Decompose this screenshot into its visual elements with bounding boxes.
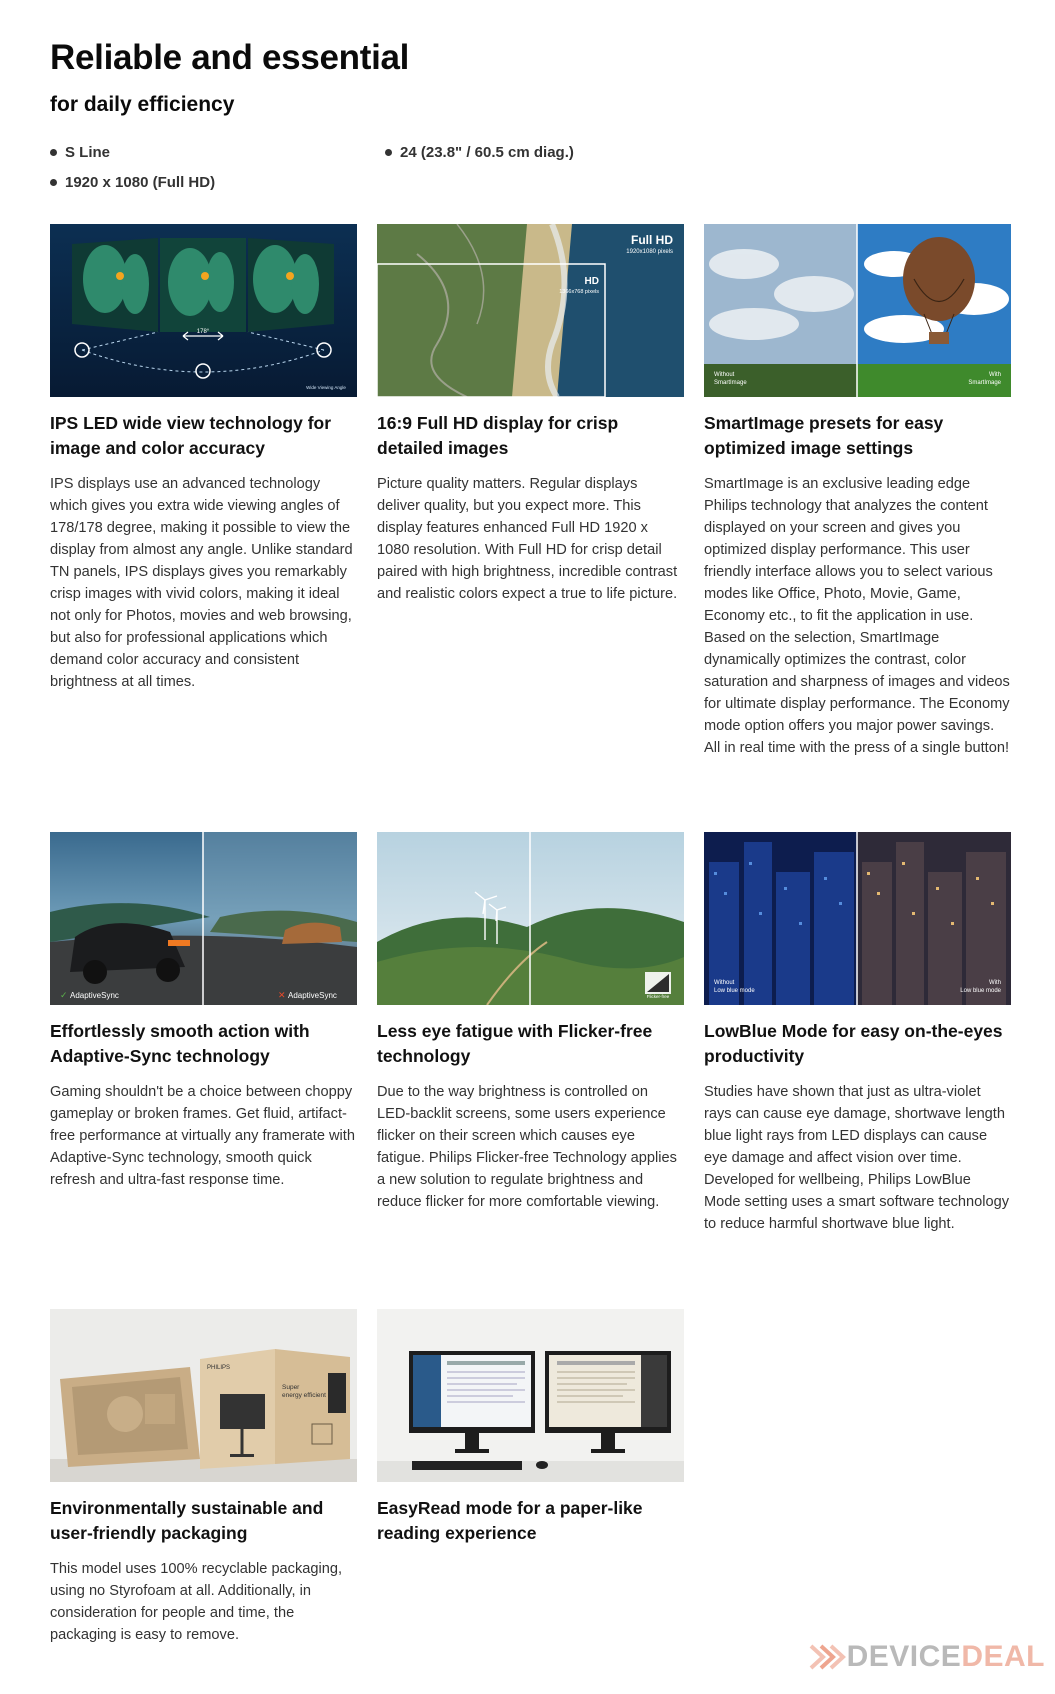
page-title: Reliable and essential [50, 38, 410, 77]
feature-body: Due to the way brightness is controlled on LED-backlit screens, some users experience flicker on their screen which causes eye fatigue. Philips Flicker-free Technology applies a new solution to regulate brightness and reduce flicker for more comfortable viewing. [377, 1084, 677, 1210]
feature-image-lowblue [704, 832, 1011, 1005]
bullet-icon [50, 149, 57, 156]
flickerfree-illustration [377, 832, 684, 1005]
feature-card-flickerfree [377, 832, 684, 1213]
svg-text:Without: Without [714, 372, 735, 378]
easyread-illustration [377, 1309, 684, 1482]
feature-title: SmartImage presets for easy optimized image settings [704, 413, 944, 458]
feature-image-ips [50, 224, 357, 397]
bullet-icon [385, 149, 392, 156]
packaging-illustration [50, 1309, 357, 1482]
feature-image-fullhd [377, 224, 684, 397]
svg-text:Flicker-free: Flicker-free [646, 994, 670, 999]
feature-image-adaptivesync [50, 832, 357, 1005]
watermark-text: DEVICEDEAL [846, 1640, 1045, 1673]
feature-image-smartimage [704, 224, 1011, 397]
svg-text:SmartImage: SmartImage [968, 380, 1001, 386]
fullhd-illustration [377, 224, 684, 397]
bullet-icon [50, 179, 57, 186]
feature-title: LowBlue Mode for easy on-the-eyes productivity [704, 1021, 1003, 1066]
watermark-chevron-icon [809, 1642, 847, 1672]
feature-image-flickerfree [377, 832, 684, 1005]
svg-text:With: With [989, 372, 1001, 378]
feature-card-smartimage [704, 224, 1011, 759]
adaptivesync-illustration [50, 832, 357, 1005]
feature-body: Gaming shouldn't be a choice between choppy gameplay or broken frames. Get fluid, artifact-free performance at virtually any framerate with Adaptive-Sync technology, smooth quick refresh and ultra-fast response time. [50, 1084, 355, 1188]
feature-title: EasyRead mode for a paper-like reading experience [377, 1498, 643, 1543]
svg-text:Wide Viewing Angle: Wide Viewing Angle [306, 385, 346, 390]
svg-text:PHILIPS: PHILIPS [207, 1365, 231, 1371]
spec-size: 24 (23.8" / 60.5 cm diag.) [385, 144, 574, 161]
svg-text:✕: ✕ [278, 991, 286, 1001]
lowblue-illustration [704, 832, 1011, 1005]
svg-text:Super: Super [282, 1384, 300, 1391]
feature-body: IPS displays use an advanced technology which gives you extra wide viewing angles of 178/178 degree, making it possible to view the display from almost any angle. Unlike standard TN panels, IPS displays gives you remarkably crisp images with vivid colors, making it ideal not only for Photos, movies and web browsing, but also for professional applications which demand color accuracy and consistent brightness at all times. [50, 476, 353, 690]
smartimage-illustration [704, 224, 1011, 397]
site-watermark [809, 1640, 1045, 1674]
svg-text:SmartImage: SmartImage [714, 380, 747, 386]
feature-body: SmartImage is an exclusive leading edge Philips technology that analyzes the content displayed on your screen and gives you optimized display performance. This user friendly interface allows you to select various modes like Office, Photo, Movie, Game, Economy etc., to fit the application in use. Based on the selection, SmartImage dynamically optimizes the contrast, color saturation and sharpness of images and videos for ultimate display performance. The Economy mode option offers you major power savings. All in real time with the press of a single button! [704, 476, 1010, 756]
svg-text:Low blue mode: Low blue mode [960, 988, 1001, 994]
page-subtitle: for daily efficiency [50, 93, 235, 116]
svg-text:With: With [989, 980, 1001, 986]
svg-text:178°: 178° [196, 329, 210, 335]
feature-title: 16:9 Full HD display for crisp detailed images [377, 413, 619, 458]
svg-text:Without: Without [714, 980, 735, 986]
feature-body: Picture quality matters. Regular displays deliver quality, but you expect more. This display features enhanced Full HD 1920 x 1080 resolution. With Full HD for crisp detail paired with high brightness, incredible contrast and realistic colors expect a true to life picture. [377, 476, 678, 602]
svg-text:HD: HD [584, 276, 599, 287]
svg-text:AdaptiveSync: AdaptiveSync [288, 991, 337, 1000]
feature-title: Environmentally sustainable and user-friendly packaging [50, 1498, 324, 1543]
svg-text:energy efficient: energy efficient [282, 1392, 326, 1399]
spec-resolution: 1920 x 1080 (Full HD) [50, 174, 215, 191]
svg-text:1920x1080 pixels: 1920x1080 pixels [626, 249, 673, 255]
ips-illustration [50, 224, 357, 397]
feature-card-adaptivesync [50, 832, 357, 1191]
feature-title: IPS LED wide view technology for image and color accuracy [50, 413, 332, 458]
spec-series: S Line [50, 144, 110, 161]
svg-text:✓: ✓ [60, 991, 68, 1001]
feature-image-packaging [50, 1309, 357, 1482]
feature-title: Less eye fatigue with Flicker-free technology [377, 1021, 653, 1066]
feature-card-packaging [50, 1309, 357, 1646]
svg-text:Full HD: Full HD [631, 233, 673, 247]
svg-text:1366x768 pixels: 1366x768 pixels [559, 289, 599, 295]
feature-card-fullhd [377, 224, 684, 605]
svg-text:AdaptiveSync: AdaptiveSync [70, 991, 119, 1000]
feature-card-easyread [377, 1309, 684, 1546]
svg-text:Low blue mode: Low blue mode [714, 988, 755, 994]
feature-image-easyread [377, 1309, 684, 1482]
feature-card-ips [50, 224, 357, 693]
feature-body: Studies have shown that just as ultra-violet rays can cause eye damage, shortwave length blue light rays from LED displays can cause eye damage and affect vision over time. Developed for wellbeing, Philips LowBlue Mode setting uses a smart software technology to reduce harmful shortwave blue light. [704, 1084, 1010, 1232]
feature-body: This model uses 100% recyclable packaging, using no Styrofoam at all. Additionally, in consideration for people and time, the packaging is easy to remove. [50, 1561, 343, 1643]
feature-card-lowblue [704, 832, 1011, 1235]
feature-title: Effortlessly smooth action with Adaptive-Sync technology [50, 1021, 310, 1066]
